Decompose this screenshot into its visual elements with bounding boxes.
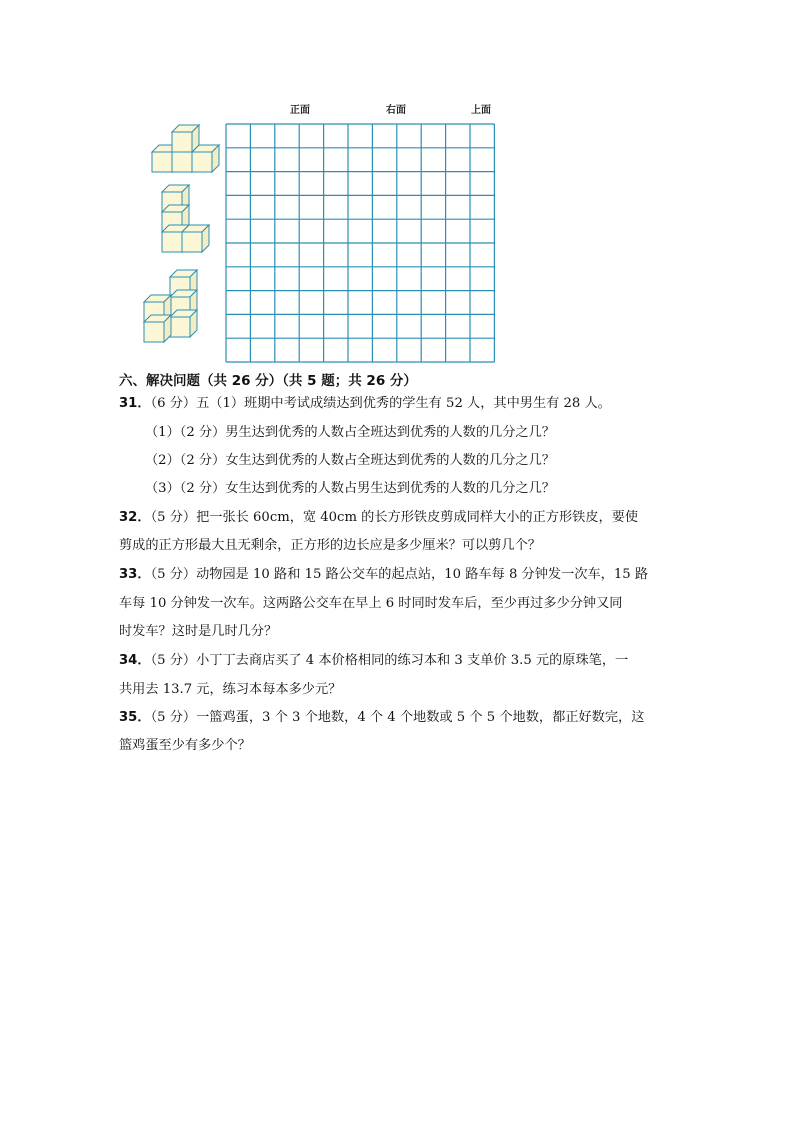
question-35-line-2 <box>119 731 679 760</box>
three-view-figure <box>140 95 510 370</box>
cube-solid-3-c <box>170 310 197 337</box>
grid-lines <box>226 124 494 362</box>
drawing-grid <box>225 123 495 363</box>
question-34 <box>119 646 679 675</box>
question-35 <box>119 703 679 732</box>
section-title: 六、解决问题（共 26 分）（共 5 题；共 26 分） <box>119 373 417 389</box>
cube-drawings <box>144 125 219 342</box>
question-33-line-2 <box>119 589 679 618</box>
question-line: 把一张长 60cm，宽 40cm 的长方形铁皮剪成同样大小的正方形铁皮，要使 <box>196 510 639 525</box>
view-label-front: 正面 <box>290 105 310 116</box>
question-score: （6 分） <box>150 396 197 411</box>
sub-question-text: 男生达到优秀的人数占全班达到优秀的人数的几分之几？ <box>225 425 555 440</box>
question-32 <box>119 503 679 532</box>
question-31 <box>119 389 679 418</box>
sub-question-31-3 <box>145 474 705 503</box>
question-number: 33． <box>119 567 151 582</box>
question-score: （5 分） <box>150 710 197 725</box>
cube-solid-1-top <box>172 125 199 152</box>
cube-solid-1-c <box>192 145 219 172</box>
question-line: 小丁丁去商店买了 4 本价格相同的练习本和 3 支单价 3.5 元的原珠笔，一 <box>196 653 629 668</box>
sub-question-31-1 <box>145 418 705 447</box>
sub-question-text: 女生达到优秀的人数占全班达到优秀的人数的几分之几？ <box>225 453 555 468</box>
view-label-top: 上面 <box>471 105 491 116</box>
cube-solid-2-d <box>182 225 209 252</box>
sub-question-label: （2）（2 分） <box>145 453 226 468</box>
question-line: 车每 10 分钟发一次车。这两路公交车在早上 6 时同时发车后，至少再过多少分钟又同 <box>119 596 623 611</box>
question-line: 一篮鸡蛋，3 个 3 个地数，4 个 4 个地数或 5 个 5 个地数，都正好数完，这 <box>196 710 645 725</box>
question-number: 34． <box>119 653 151 668</box>
sub-question-text: 女生达到优秀的人数占男生达到优秀的人数的几分之几？ <box>225 481 555 496</box>
question-number: 35． <box>119 710 151 725</box>
question-score: （5 分） <box>150 510 197 525</box>
question-34-line-2 <box>119 675 679 704</box>
question-line: 五（1）班期中考试成绩达到优秀的学生有 52 人，其中男生有 28 人。 <box>196 396 611 411</box>
question-line: 时发车？这时是几时几分？ <box>119 624 278 639</box>
cube-solid-3-e <box>144 315 171 342</box>
view-label-right: 右面 <box>386 105 406 116</box>
question-33-line-3 <box>119 617 679 646</box>
question-33 <box>119 560 679 589</box>
question-line: 共用去 13.7 元，练习本每本多少元？ <box>119 682 342 697</box>
question-line: 篮鸡蛋至少有多少个？ <box>119 738 251 753</box>
question-score: （5 分） <box>150 567 197 582</box>
question-line: 动物园是 10 路和 15 路公交车的起点站，10 路车每 8 分钟发一次车，15 路 <box>196 567 649 582</box>
question-number: 32． <box>119 510 151 525</box>
sub-question-label: （3）（2 分） <box>145 481 226 496</box>
sub-question-label: （1）（2 分） <box>145 425 226 440</box>
question-score: （5 分） <box>150 653 197 668</box>
sub-question-31-2 <box>145 446 705 475</box>
cube-solids <box>140 120 220 370</box>
question-line: 剪成的正方形最大且无剩余，正方形的边长应是多少厘米？可以剪几个？ <box>119 538 541 553</box>
question-number: 31． <box>119 396 151 411</box>
question-32-line-2 <box>119 531 679 560</box>
